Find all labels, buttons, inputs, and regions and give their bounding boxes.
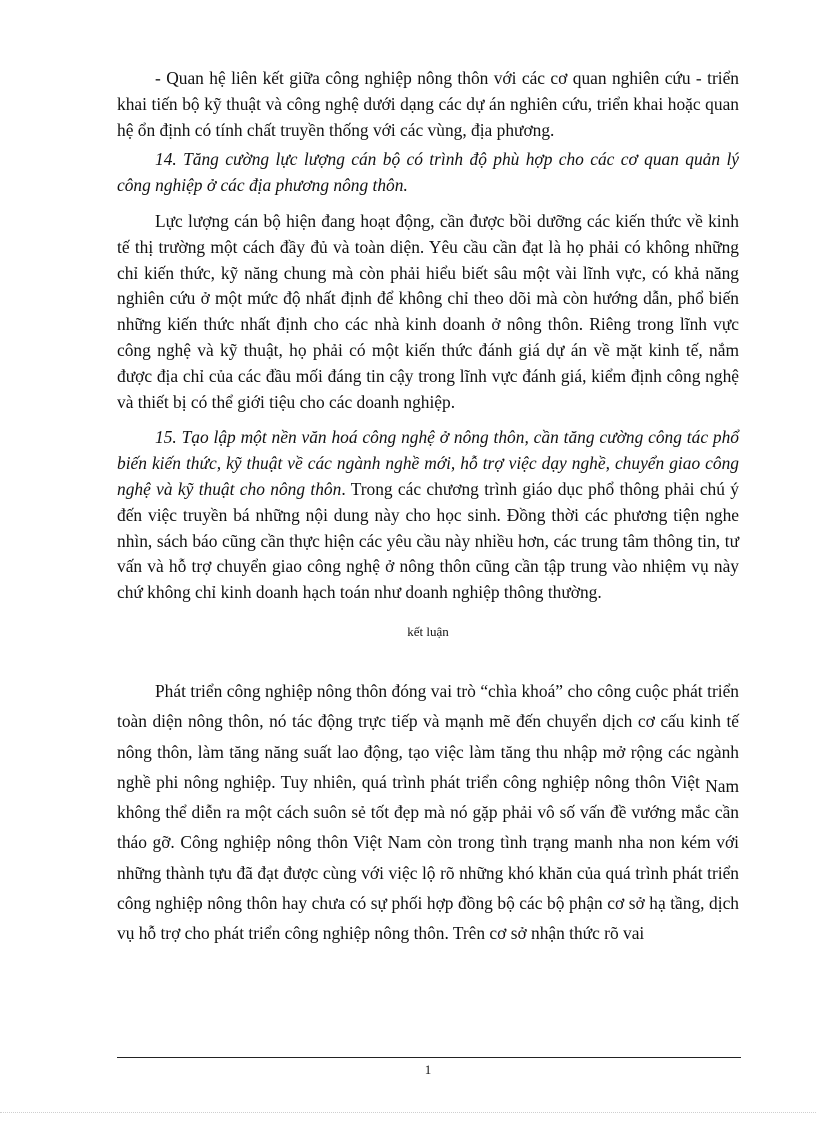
conclusion-text-lowered: Nam xyxy=(705,775,739,796)
paragraph-staff-training: Lực lượng cán bộ hiện đang hoạt động, cần được bồi dưỡng các kiến thức về kinh tế thị trường một cách đầy đủ và toàn diện. Yêu cầu cần đạt là họ phải có không những chỉ kiến thức, kỹ năng chung mà còn phải hiểu biết sâu một vài lĩnh vực, có khả năng nghiên cứu ở một mức độ nhất định để không chỉ theo dõi mà còn hướng dẫn, phổ biến những kiến thức nhất định cho các nhà kinh doanh ở nông thôn. Riêng trong lĩnh vực công nghệ và kỹ thuật, họ phải có một kiến thức đánh giá dự án về mặt kinh tế, nắm được địa chỉ của các đầu mối đáng tin cậy trong lĩnh vực đánh giá, kiểm định công nghệ và thiết bị có thể giới tiệu cho các doanh nghiệp. xyxy=(117,210,739,412)
conclusion-heading: kết luận xyxy=(407,623,449,639)
conclusion-text-start: Phát triển công nghiệp nông thôn đóng vai trò “chìa khoá” cho công cuộc phát triển toàn diện nông thôn, nó tác động trực tiếp và mạnh mẽ đến chuyển dịch cơ cấu kinh tế nông thôn, làm tăng năng suất lao động, tạo việc làm tăng thu nhập mở rộng các ngành nghề phi nông nghiệp. Tuy nhiên, quá trình phát triển công nghiệp nông thôn Việt xyxy=(117,680,739,792)
paragraph-conclusion xyxy=(117,676,739,949)
page-edge-dotted-line xyxy=(0,1112,816,1113)
paragraph-item-15 xyxy=(117,425,739,606)
paragraph-item-15-heading: 15. Tạo lập một nền văn hoá công nghệ ở nông thôn, cần tăng cường công tác phổ biến kiến thức, kỹ thuật về các ngành nghề mới, hỗ trợ việc dạy nghề, chuyển giao công nghệ và kỹ thuật cho nông thôn xyxy=(117,427,739,499)
page-number: 1 xyxy=(424,1062,432,1077)
footer-divider xyxy=(117,1057,741,1058)
paragraph-item-14: 14. Tăng cường lực lượng cán bộ có trình độ phù hợp cho các cơ quan quản lý công nghiệp ở các địa phương nông thôn. xyxy=(117,149,739,196)
paragraph-item-15-body: . Trong các chương trình giáo dục phổ thông phải chú ý đến việc truyền bá những nội dung này cho học sinh. Đồng thời các phương tiện nghe nhìn, sách báo cũng cần thực hiện các yêu cầu này nhiều hơn, các trung tâm thông tin, tư vấn và hỗ trợ chuyển giao công nghệ ở nông thôn cũng cần tập trung vào nhiệm vụ này chứ không chỉ kinh doanh hạch toán như doanh nghiệp thông thường. xyxy=(117,478,739,603)
page-body xyxy=(117,66,739,949)
paragraph-linkage: - Quan hệ liên kết giữa công nghiệp nông thôn với các cơ quan nghiên cứu - triển khai tiến bộ kỹ thuật và công nghệ dưới dạng các dự án nghiên cứu, triển khai hoặc quan hệ ổn định có tính chất truyền thống với các vùng, địa phương. xyxy=(117,68,739,140)
conclusion-text-end: không thể diễn ra một cách suôn sẻ tốt đẹp mà nó gặp phải vô số vấn đề vướng mắc cần tháo gỡ. Công nghiệp nông thôn Việt Nam còn trong tình trạng manh nha non kém với những thành tựu đã đạt được cùng với việc lộ rõ những khó khăn của quá trình phát triển công nghiệp nông thôn hay chưa có sự phối hợp đồng bộ các bộ phận cơ sở hạ tầng, dịch vụ hỗ trợ cho phát triển công nghiệp nông thôn. Trên cơ sở nhận thức rõ vai xyxy=(117,802,739,944)
